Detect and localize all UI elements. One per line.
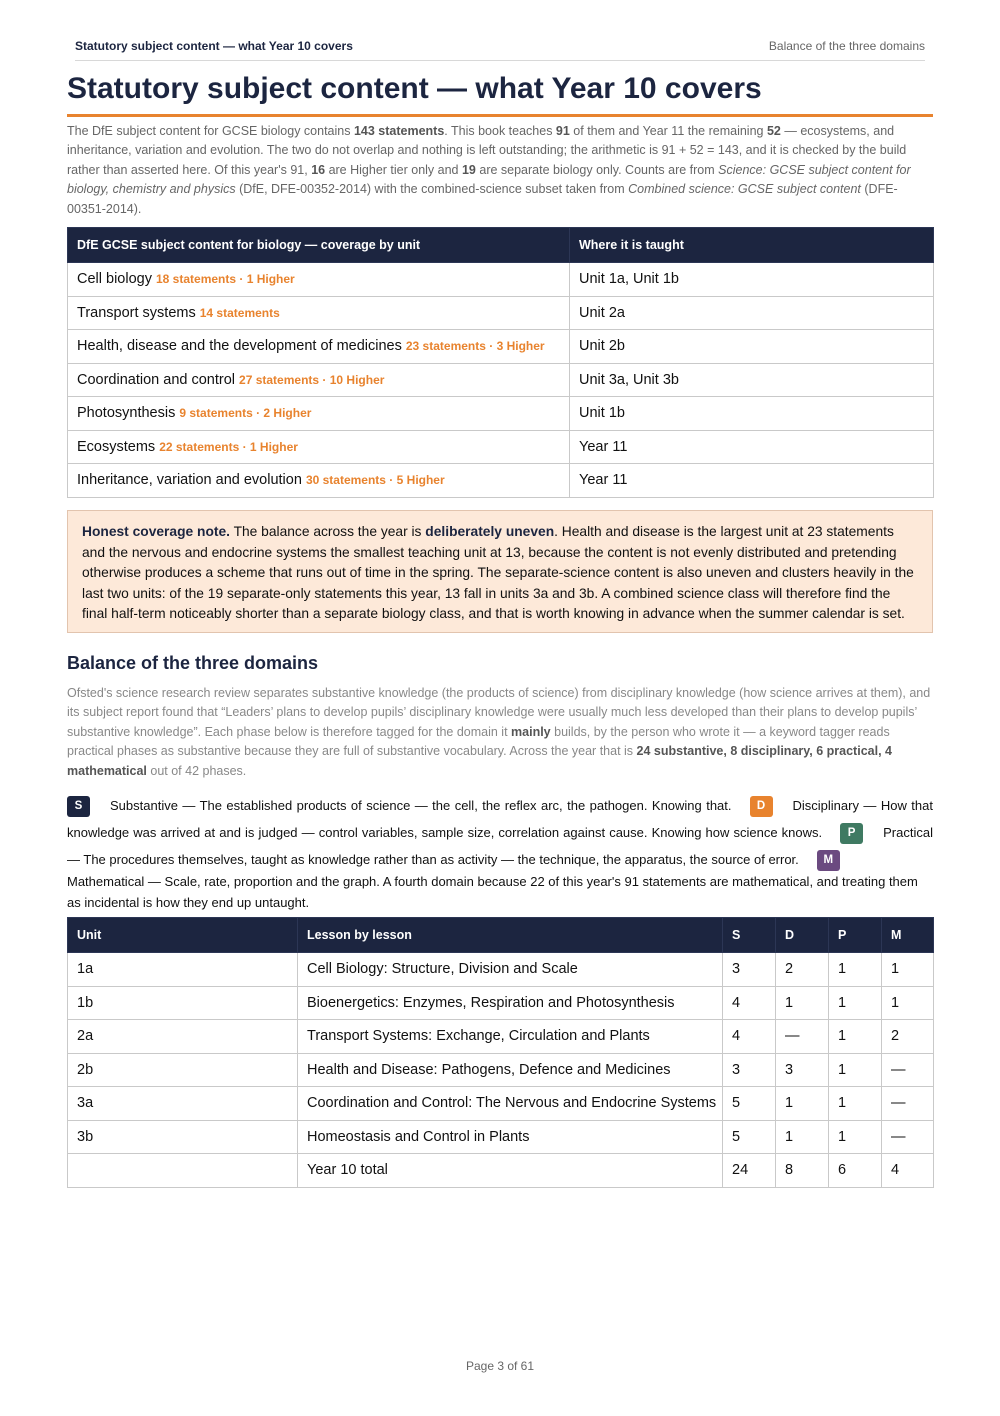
lesson-d-cell: — [776,1020,829,1054]
coverage-header-topic: DfE GCSE subject content for biology — coverage by unit [68,228,570,263]
coverage-table [67,227,934,498]
lesson-header-p: P [829,918,882,953]
topic-name: Transport systems [77,304,196,321]
substantive-badge: S [67,796,90,817]
note-bold: deliberately uneven [425,524,555,539]
lesson-s-cell: 5 [723,1120,776,1154]
lesson-header-row [68,918,934,953]
statement-count: 27 statements · 10 Higher [239,372,385,387]
coverage-where-cell: Unit 1a, Unit 1b [570,263,934,297]
coverage-row [68,363,934,397]
lesson-m-cell: 1 [882,986,934,1020]
running-head-section: Balance of the three domains [768,39,925,53]
lesson-s-cell: 3 [723,953,776,987]
intro-bold: 143 statements [353,124,445,138]
coverage-where-cell: Unit 3a, Unit 3b [570,363,934,397]
topic-name: Cell biology [77,271,152,288]
intro-citation: Combined science: GCSE subject content [628,182,861,197]
lesson-row [68,1087,934,1121]
coverage-where-cell: Unit 2a [570,296,934,330]
topic-name: Inheritance, variation and evolution [77,472,302,489]
lesson-p-cell: 1 [829,986,882,1020]
lesson-s-cell: 4 [723,986,776,1020]
intro-bold: 52 [766,124,781,138]
lesson-m-cell: — [882,1087,934,1121]
statement-count: 9 statements · 2 Higher [179,406,312,421]
lesson-m-cell: 4 [882,1154,934,1188]
note-lead: Honest coverage note. [82,524,230,539]
coverage-where-cell: Unit 1b [570,397,934,431]
lesson-title-cell: Bioenergetics: Enzymes, Respiration and Photosynthesis [298,986,723,1020]
coverage-row [68,464,934,498]
running-head [75,38,925,61]
intro-text: The DfE subject content for GCSE biology contains [67,124,354,138]
note-text: The balance across the year is [229,524,426,539]
coverage-header-where: Where it is taught [570,228,934,263]
statement-count: 30 statements · 5 Higher [305,473,445,488]
statement-count: 18 statements · 1 Higher [156,272,295,287]
lesson-s-cell: 5 [723,1087,776,1121]
lesson-title-cell: Cell Biology: Structure, Division and Scale [298,953,723,987]
intro-bold: 19 [461,162,476,177]
lesson-s-cell: 24 [723,1154,776,1188]
statement-count: 14 statements [199,305,280,320]
intro-text: are Higher tier only and [325,162,462,177]
topic-name: Coordination and control [77,371,235,388]
coverage-topic-cell [68,464,570,498]
coverage-topic-cell [68,263,570,297]
lesson-d-cell: 1 [776,1120,829,1154]
lesson-row [68,953,934,987]
lesson-table [67,917,934,1188]
ofsted-text: builds, by the person who wrote it — a keyword tagger reads practical phases as substantive because they are full of substantive vocabulary. Across the year that is [67,724,890,759]
topic-name: Photosynthesis [77,405,176,422]
note-text: . Health and disease is the largest unit at 23 statements and the nervous and endocrine systems the smallest teaching unit at 13, because the content is not evenly distributed and pretending otherwise produces a scheme that runs out of time in the spring. The separate-science content is also uneven and clusters heavily in the last two units: of the 19 separate-only statements this year, 13 fall in units 3a and 3b. A combined science class will therefore find the final half-term noticeably shorter than a separate biology class, and that is worth knowing in advance when the summer calendar is set. [82,524,914,622]
intro-bold: 91 [555,124,570,138]
lesson-title-cell: Transport Systems: Exchange, Circulation and Plants [298,1020,723,1054]
lesson-title-cell: Year 10 total [298,1154,723,1188]
lesson-m-cell: — [882,1120,934,1154]
coverage-topic-cell [68,296,570,330]
lesson-header-unit: Unit [68,918,298,953]
disciplinary-badge: D [750,796,773,817]
coverage-row [68,430,934,464]
coverage-row [68,397,934,431]
statement-count: 22 statements · 1 Higher [159,439,298,454]
lesson-unit-cell: 2b [68,1053,298,1087]
lesson-header-s: S [723,918,776,953]
lesson-header-m: M [882,918,934,953]
intro-citation: Science: GCSE subject content for biology, chemistry and physics [67,162,911,197]
lesson-s-cell: 4 [723,1020,776,1054]
lesson-d-cell: 2 [776,953,829,987]
lesson-p-cell: 1 [829,1087,882,1121]
substantive-text: Substantive — The established products of science — the cell, the reflex arc, the pathogen. Knowing that. [110,798,732,813]
lesson-p-cell: 1 [829,953,882,987]
practical-badge: P [840,823,863,844]
lesson-m-cell: 1 [882,953,934,987]
lesson-m-cell: 2 [882,1020,934,1054]
intro-text: (DFE-00351-2014). [67,182,898,216]
coverage-row [68,263,934,297]
intro-text: — ecosystems, and inheritance, variation and evolution. The two do not overlap and nothing is left outstanding; the arithmetic is 91 + 52 = 143, and it is checked by the build rather than asserted here. Of this year's 91, [67,124,907,177]
lesson-unit-cell: 1a [68,953,298,987]
statement-count: 23 statements · 3 Higher [405,339,545,354]
lesson-row [68,1120,934,1154]
domain-legend [67,792,933,873]
intro-text: (DfE, DFE-00352-2014) with the combined-science subset taken from [235,182,629,197]
lesson-header-lesson: Lesson by lesson [298,918,723,953]
lesson-header-d: D [776,918,829,953]
coverage-topic-cell [68,430,570,464]
lesson-unit-cell: 3b [68,1120,298,1154]
ofsted-bold: 24 substantive, 8 disciplinary, 6 practical, 4 mathematical [67,744,892,778]
section-heading: Balance of the three domains [67,653,319,673]
lesson-p-cell: 1 [829,1120,882,1154]
lesson-s-cell: 3 [723,1053,776,1087]
lesson-unit-cell [68,1154,298,1188]
mathematical-badge: M [817,850,840,871]
lesson-row [68,1020,934,1054]
practical-text: Practical — The procedures themselves, taught as knowledge rather than as activity — the technique, the apparatus, the source of error. [67,825,933,867]
lesson-m-cell: — [882,1053,934,1087]
disciplinary-text: Disciplinary — How that knowledge was arrived at and is judged — control variables, sample size, correlation against cause. Knowing how science knows. [67,798,933,840]
coverage-header-row [68,228,934,263]
coverage-where-cell: Unit 2b [570,330,934,364]
coverage-topic-cell [68,330,570,364]
lesson-d-cell: 1 [776,986,829,1020]
coverage-topic-cell [68,363,570,397]
ofsted-paragraph [67,684,933,781]
lesson-unit-cell: 1b [68,986,298,1020]
intro-text: . This book teaches [444,124,556,138]
page-title: Statutory subject content — what Year 10 covers [67,70,933,117]
lesson-title-cell: Coordination and Control: The Nervous and Endocrine Systems [298,1087,723,1121]
intro-text: of them and Year 11 the remaining [569,124,767,138]
ofsted-text: out of 42 phases. [146,763,247,778]
intro-paragraph [67,122,933,219]
page-number: Page 3 of 61 [465,1359,535,1373]
lesson-row [68,1053,934,1087]
coverage-row [68,330,934,364]
mathematical-text: Mathematical — Scale, rate, proportion and the graph. A fourth domain because 22 of this year's 91 statements are mathematical, and treating them as incidental is how they end up untaught. [67,874,918,910]
lesson-title-cell: Homeostasis and Control in Plants [298,1120,723,1154]
lesson-d-cell: 1 [776,1087,829,1121]
lesson-unit-cell: 3a [68,1087,298,1121]
coverage-note [67,510,933,633]
running-head-title: Statutory subject content — what Year 10 covers [75,39,353,53]
intro-text: are separate biology only. Counts are from [475,162,719,177]
coverage-row [68,296,934,330]
coverage-where-cell: Year 11 [570,430,934,464]
lesson-p-cell: 6 [829,1154,882,1188]
ofsted-bold: mainly [511,724,551,739]
topic-name: Health, disease and the development of medicines [77,338,402,355]
lesson-p-cell: 1 [829,1020,882,1054]
coverage-where-cell: Year 11 [570,464,934,498]
lesson-d-cell: 8 [776,1154,829,1188]
lesson-d-cell: 3 [776,1053,829,1087]
lesson-p-cell: 1 [829,1053,882,1087]
coverage-topic-cell [68,397,570,431]
intro-bold: 16 [311,162,326,177]
lesson-total-row [68,1154,934,1188]
topic-name: Ecosystems [77,438,156,455]
ofsted-text: Ofsted's science research review separates substantive knowledge (the products of science) from disciplinary knowledge (how science arrives at them), and its subject report found that “Leaders’ plans to develop pupils’ disciplinary knowledge were usually much less developed than their plans to develop pupils’ substantive knowledge”. Each phase below is therefore tagged for the domain it [67,686,931,739]
lesson-row [68,986,934,1020]
lesson-unit-cell: 2a [68,1020,298,1054]
lesson-title-cell: Health and Disease: Pathogens, Defence and Medicines [298,1053,723,1087]
